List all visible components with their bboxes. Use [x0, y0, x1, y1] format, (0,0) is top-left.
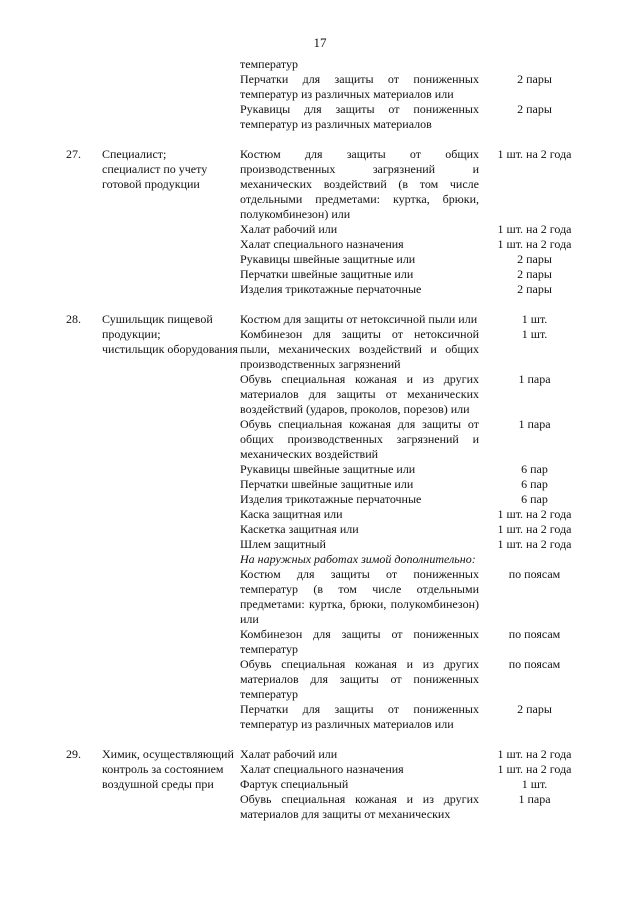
ppe-item-norm: 1 пара: [518, 417, 551, 431]
ppe-item: [240, 372, 590, 417]
ppe-item-norm: 1 пара: [518, 372, 551, 386]
ppe-item-name: Обувь специальная кожаная и из других материалов для защиты от механических: [240, 792, 479, 821]
ppe-item: [240, 777, 590, 792]
ppe-item-name: Каскетка защитная или: [240, 522, 359, 536]
page-number: 17: [313, 35, 327, 50]
ppe-item-name: Каска защитная или: [240, 507, 343, 521]
ppe-item-name: Рукавицы для защиты от пониженных температур из различных материалов: [240, 102, 479, 131]
ppe-item-name: Обувь специальная кожаная и из других материалов для защиты от пониженных температур: [240, 657, 479, 701]
ppe-item: [240, 57, 590, 72]
profession-row: [66, 57, 590, 132]
ppe-item: [240, 417, 590, 462]
ppe-item-norm: 2 пары: [517, 282, 552, 296]
ppe-item-name: Костюм для защиты от пониженных температур (в том числе отдельными предметами: куртка, брюки, полукомбинезон) или: [240, 567, 479, 626]
group-separator: [66, 297, 590, 312]
ppe-item-norm: 1 шт.: [521, 777, 548, 791]
ppe-item: [240, 237, 590, 252]
profession-name: Специалист; специалист по учету готовой продукции: [102, 147, 208, 191]
ppe-item: [240, 312, 590, 327]
profession-row: [66, 747, 590, 822]
ppe-item-norm: по поясам: [508, 657, 561, 671]
ppe-item: [240, 792, 590, 822]
ppe-item-name: Костюм для защиты от нетоксичной пыли или: [240, 312, 478, 326]
ppe-item: [240, 252, 590, 267]
ppe-item-norm: 2 пары: [517, 72, 552, 86]
profession-name: [102, 57, 240, 132]
ppe-item-list: [240, 57, 590, 132]
ppe-item-norm: 1 шт. на 2 года: [497, 507, 572, 521]
ppe-item: [240, 567, 590, 627]
ppe-item-list: [240, 747, 590, 822]
ppe-item: [240, 462, 590, 477]
ppe-item-name: Халат специального назначения: [240, 762, 404, 776]
row-number: 28.: [66, 312, 81, 326]
ppe-item-norm: 1 шт. на 2 года: [497, 522, 572, 536]
ppe-item: [240, 522, 590, 537]
ppe-item: [240, 327, 590, 372]
ppe-item-norm: по поясам: [508, 627, 561, 641]
ppe-norms-table: [66, 57, 590, 822]
ppe-item-name: Перчатки швейные защитные или: [240, 477, 414, 491]
ppe-item: [240, 762, 590, 777]
ppe-item: [240, 267, 590, 282]
profession-name: Сушильщик пищевой продукции; чистильщик оборудования: [102, 312, 238, 356]
ppe-item-name: Рукавицы швейные защитные или: [240, 462, 416, 476]
group-separator: [66, 132, 590, 147]
ppe-item-name: Шлем защитный: [240, 537, 326, 551]
ppe-item: [240, 537, 590, 552]
ppe-item-norm: 1 шт. на 2 года: [497, 762, 572, 776]
ppe-item-norm: 1 шт.: [521, 327, 548, 341]
ppe-item-name: Халат рабочий или: [240, 222, 338, 236]
ppe-item-norm: 2 пары: [517, 702, 552, 716]
ppe-item: [240, 492, 590, 507]
ppe-item-name: Комбинезон для защиты от нетоксичной пыли, механических воздействий и общих производственных загрязнений: [240, 327, 479, 371]
ppe-item-name: Халат специального назначения: [240, 237, 404, 251]
ppe-item: [240, 72, 590, 102]
ppe-item-name: Рукавицы швейные защитные или: [240, 252, 416, 266]
ppe-item: [240, 552, 590, 567]
row-number: 27.: [66, 147, 81, 161]
ppe-item: [240, 282, 590, 297]
ppe-item: [240, 627, 590, 657]
ppe-item-norm: 1 пара: [518, 792, 551, 806]
row-number: [66, 57, 102, 132]
ppe-item: [240, 507, 590, 522]
ppe-item: [240, 102, 590, 132]
ppe-item-name: Костюм для защиты от общих производственных загрязнений и механических воздействий (в том числе отдельными предметами: куртка, брюки, полукомбинезон) или: [240, 147, 479, 221]
ppe-item-name: Перчатки швейные защитные или: [240, 267, 414, 281]
ppe-item-norm: по поясам: [508, 567, 561, 581]
profession-row: [66, 147, 590, 297]
profession-row: [66, 312, 590, 732]
profession-name: Химик, осуществляющий контроль за состоянием воздушной среды при: [102, 747, 234, 791]
ppe-item: [240, 477, 590, 492]
ppe-item-norm: 2 пары: [517, 252, 552, 266]
ppe-item-name: Комбинезон для защиты от пониженных температур: [240, 627, 479, 656]
row-number: 29.: [66, 747, 81, 761]
ppe-item-name: Изделия трикотажные перчаточные: [240, 492, 422, 506]
ppe-item-norm: 1 шт. на 2 года: [497, 537, 572, 551]
ppe-item-name: Халат рабочий или: [240, 747, 338, 761]
ppe-item-list: [240, 312, 590, 732]
ppe-item: [240, 657, 590, 702]
ppe-item: [240, 222, 590, 237]
group-separator: [66, 732, 590, 747]
ppe-item-name: Фартук специальный: [240, 777, 349, 791]
ppe-item-norm: [479, 552, 590, 567]
ppe-item-name: температур: [240, 57, 299, 71]
ppe-item-name: Обувь специальная кожаная для защиты от общих производственных загрязнений и механических воздействий: [240, 417, 479, 461]
ppe-item: [240, 702, 590, 732]
ppe-item-norm: 2 пары: [517, 102, 552, 116]
ppe-item-norm: 6 пар: [521, 492, 548, 506]
ppe-item: [240, 747, 590, 762]
ppe-item-norm: 1 шт.: [521, 312, 548, 326]
ppe-item-norm: 6 пар: [521, 462, 548, 476]
ppe-item-name: Обувь специальная кожаная и из других материалов для защиты от механических воздействий (ударов, проколов, порезов) или: [240, 372, 479, 416]
ppe-item-norm: [479, 57, 590, 72]
ppe-item-norm: 1 шт. на 2 года: [497, 237, 572, 251]
ppe-item-norm: 1 шт. на 2 года: [497, 222, 572, 236]
ppe-item-list: [240, 147, 590, 297]
ppe-item-norm: 1 шт. на 2 года: [497, 147, 572, 161]
ppe-item-name: Перчатки для защиты от пониженных температур из различных материалов или: [240, 72, 479, 101]
ppe-item-name: Изделия трикотажные перчаточные: [240, 282, 422, 296]
ppe-item-norm: 2 пары: [517, 267, 552, 281]
ppe-item-name: Перчатки для защиты от пониженных температур из различных материалов или: [240, 702, 479, 731]
ppe-item-norm: 6 пар: [521, 477, 548, 491]
ppe-item-norm: 1 шт. на 2 года: [497, 747, 572, 761]
ppe-note: На наружных работах зимой дополнительно:: [240, 552, 476, 566]
ppe-item: [240, 147, 590, 222]
